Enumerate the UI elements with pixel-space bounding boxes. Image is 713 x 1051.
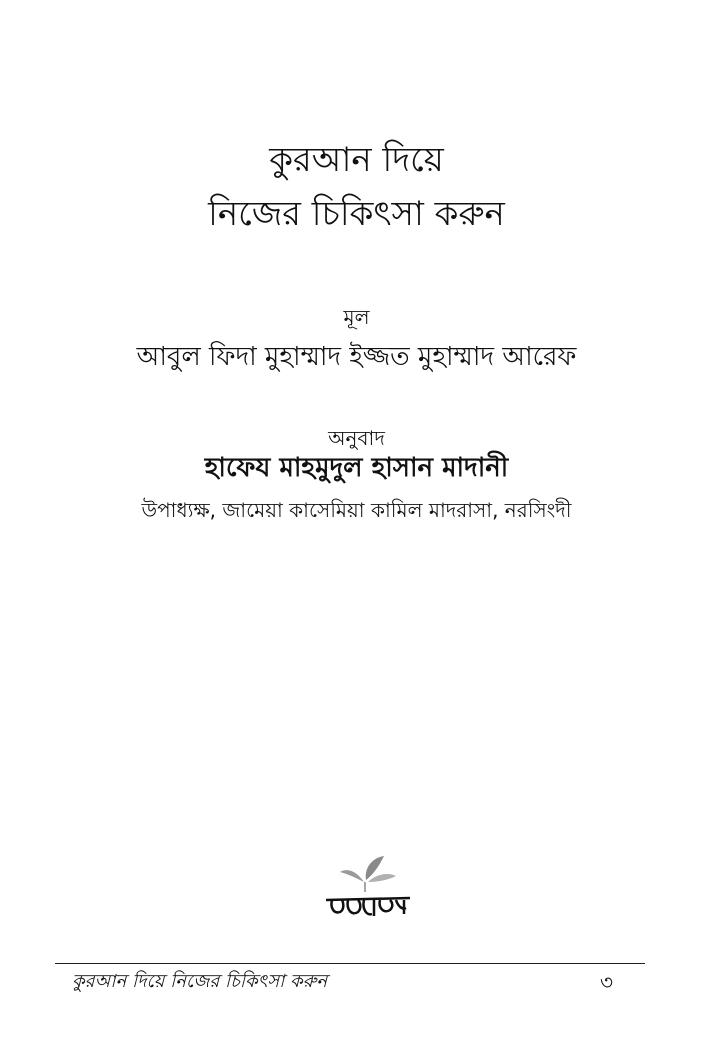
title-line-2: নিজের চিকিৎসা করুন: [208, 194, 505, 234]
footer-running-title: কুরআন দিয়ে নিজের চিকিৎসা করুন: [72, 971, 328, 992]
publisher-logo: [318, 852, 418, 922]
translator-designation: উপাধ্যক্ষ, জামেয়া কাসেমিয়া কামিল মাদরাসা, নরসিংদী: [141, 498, 572, 522]
footer-divider: [55, 963, 645, 964]
translation-label: অনুবাদ: [328, 426, 385, 450]
leaf-sprout-icon: [318, 852, 418, 922]
author-name: আবুল ফিদা মুহাম্মাদ ইজ্জত মুহাম্মাদ আরেফ: [136, 342, 577, 372]
translator-name: হাফেয মাহমুদুল হাসান মাদানী: [204, 453, 509, 483]
original-label: মূল: [343, 305, 370, 329]
title-line-1: কুরআন দিয়ে: [269, 140, 444, 180]
page-number: ৩: [600, 970, 614, 994]
